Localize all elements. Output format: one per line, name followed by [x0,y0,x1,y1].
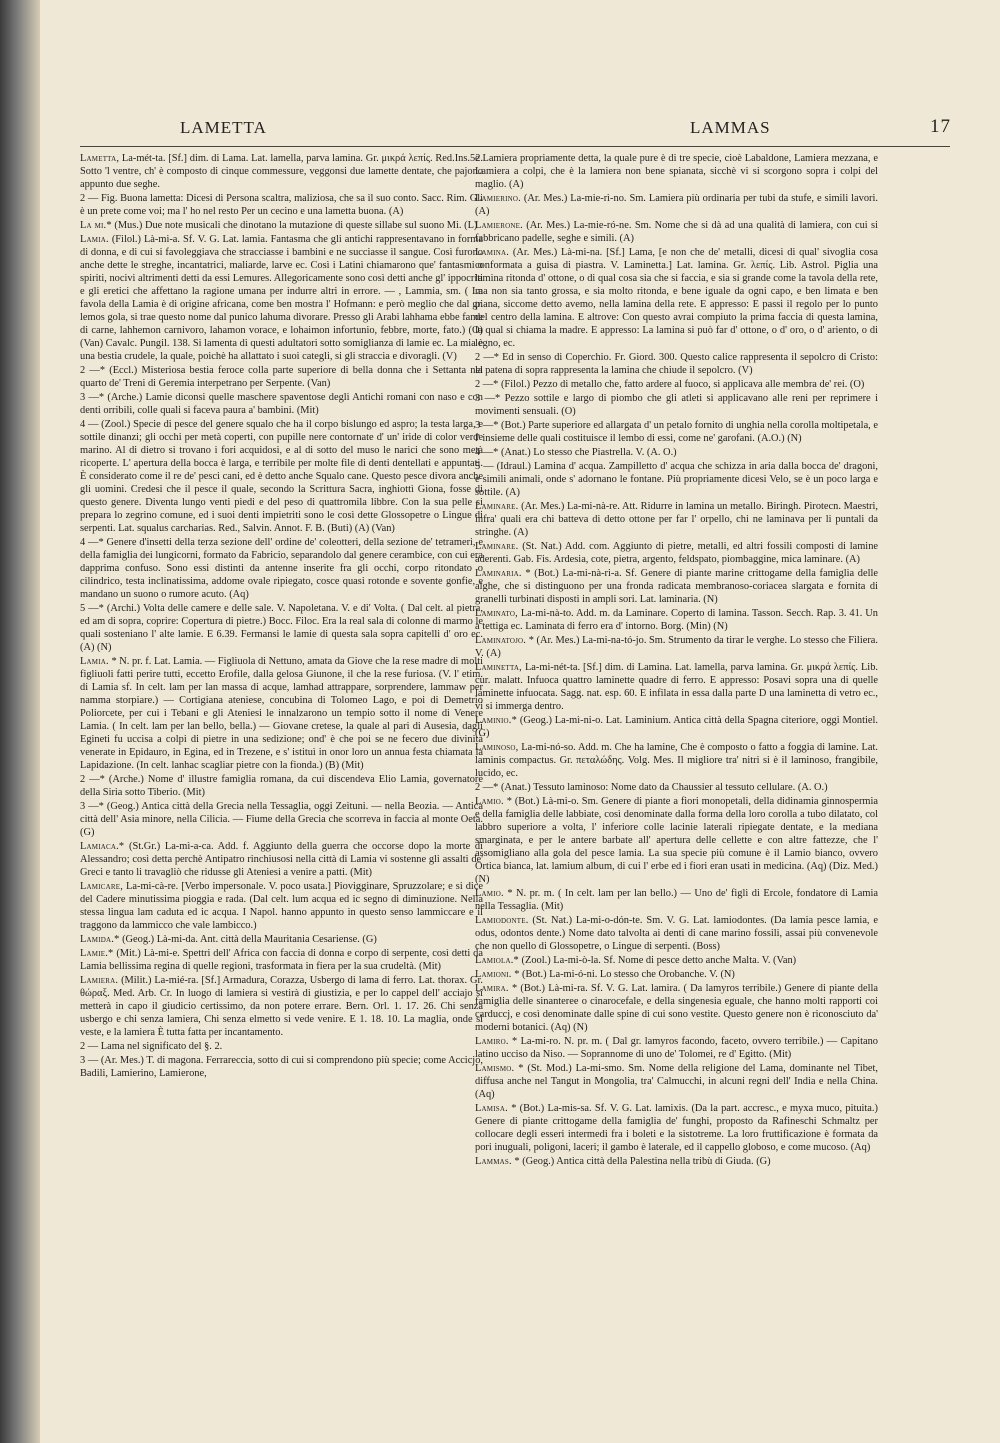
dictionary-entry [80,800,483,839]
entry-text: 3 —* (Geog.) Antica città della Grecia nella Tessaglia, oggi Zeituni. — nella Beozia. — Antica città dell' Asia minore, nella Cilicia. — Fiume della Grecia che scorreva in faccia al monte Oeta. (G) [80,801,483,838]
dictionary-entry [475,392,878,418]
entry-headword: Lamicare, [80,881,124,892]
dictionary-entry [475,246,878,350]
entry-text: * (Bot.) La-mis-sa. Sf. V. G. Lat. lamixis. (Da la part. accresc., e myxa muco, pituita.) Genere di piante crittogame della famiglia de' funghi, proposto da Rafineschi Schmaltz per collocare degli esseri intermedi fra i boleti e la sistotreme. La loro fruttificazione è formata da pori inuguali, poligoni, laceri; il gambo è laterale, ed il cappello globoso, e come mucoso. (Aq) [475,1103,878,1153]
entry-text: * N. pr. m. ( In celt. lam per lan bello.) — Uno de' figli di Ercole, fondatore di Lamia nella Tessaglia. (Mit) [475,888,878,912]
entry-text: 4 —* Genere d'insetti della terza sezione dell' ordine de' coleotteri, della sezione de' tetrameri, e della famiglia dei lungicorni, formato da Fabricio, separandolo dal genere cerambice, con cui era dapprima confuso. Sono essi distinti da antenne inserite fra gli occhi, corpo ritondato o cilindrico, testa inclinatissima, addome ovale ripiegato, cosce quasi rotonde e sovente gonfie, e mandano un suono o rumore acuto. (Aq) [80,537,483,600]
dictionary-entry [475,152,878,191]
dictionary-entry [475,1062,878,1101]
dictionary-entry [80,773,483,799]
entry-headword: Lamie.* [80,948,114,959]
entry-text: 3 —* (Bot.) Parte superiore ed allargata d' un petalo fornito di unghia nella corolla moltipetala, e l' insieme delle quali costituisce il lembo di essi, come ne' garofani. (A.O.) (N) [475,420,878,444]
dictionary-entry [475,795,878,886]
dictionary-entry [80,391,483,417]
entry-text: (Geog.) Là-mi-da. Ant. città della Mauritania Cesariense. (G) [122,934,377,945]
dictionary-entry [80,192,483,218]
entry-text: 5 — (Idraul.) Lamina d' acqua. Zampilletto d' acqua che schizza in aria dalla bocca de' dragoni, e simili animali, onde s' adornano le fontane. Più propriamente dicesi Velo, se è un poco larga e sottile. (A) [475,461,878,498]
entry-headword: Lamiera. [80,975,119,986]
dictionary-entry [475,378,878,391]
entry-text: * (Bot.) Là-mi-ra. Sf. V. G. Lat. lamira. ( Da lamyros terribile.) Genere di piante della famiglia delle sinanteree o cinarocefale, e della singenesia eguale, che hanno molti rapporti coi carduccj, e così denominate dalle spine di cui sono vestite. Questo genere non è riconosciuto da' moderni botanici. (Aq) (N) [475,983,878,1033]
dictionary-entry [475,982,878,1034]
entry-text: 4 — (Zool.) Specie di pesce del genere squalo che ha il corpo bislungo ed aspro; la testa larga, e sottile dinanzi; gli occhi per metà coperti, con pupille nere contornate d' un' iride di color verde marino. Al di dietro si trovano i fori acquidosi, e al di sotto del muso le narici che sono metà ricoperte. L' apertura della bocca è larga, e terribile per molte file di denti dentellati e appuntati. È considerato come il re de' pesci cani, ed è detto anche Squalo cane. Questo pesce divora anche gli uomini. Credesi che il pesce il quale, secondo la Scrittura Sacra, inghiottì Giona, fosse di questo genere. Diventa lungo venti piedi e del peso di quattromila libbre. Con la sua pelle si prepara lo zegrino comune, ed i suoi denti impietriti sono le così dette Glossopetre o Lingue di serpenti. Lat. squalus carcharias. Red., Salvin. Annot. F. B. (Buti) (A) (Van) [80,419,483,534]
dictionary-entry [475,1102,878,1154]
dictionary-entry [475,607,878,633]
entry-text: (Mit.) Là-mi-e. Spettri dell' Africa con faccia di donna e corpo di serpente, così detti da Lamia bellissima regina di quelle regioni, trasformata in fiera per la sua crudeltà. (Mit) [80,948,483,972]
entry-headword: Lamierone. [475,220,523,231]
dictionary-entry [475,500,878,539]
book-gutter [0,0,40,1443]
dictionary-entry [475,741,878,780]
dictionary-entry [475,661,878,713]
entry-headword: Lamio. [475,888,504,899]
page-number: 17 [930,116,951,137]
dictionary-entry [80,219,483,232]
dictionary-entry [80,364,483,390]
dictionary-entry [80,947,483,973]
dictionary-entry [80,933,483,946]
entry-headword: Lamio. [475,796,504,807]
dictionary-entry [475,567,878,606]
right-column [475,152,878,1392]
entry-headword: Lamiodonte. [475,915,529,926]
entry-text: (Milit.) La-mié-ra. [Sf.] Armadura, Corazza, Usbergo di lama di ferro. Lat. thorax. Gr. θώραξ. Med. Arb. Cr. In luogo di lamiera si vestirà di giustizia, e per lo cappel dell' acciajo si metterà in capo il giudicio certissimo, da non potere errare. Bern. Orl. 1. 17. 26. Chi senza usbergo e chi senza lamiera, Chi senza elmetto si vede venire. E 1. 18. 10. La maglia, onde si veste, e la lamiera È tutta fatta per incantamento. [80,975,483,1038]
dictionary-entry [475,968,878,981]
entry-text: 2 —* Ed in senso di Coperchio. Fr. Giord. 300. Questo calice rappresenta il sepolcro di Cristo: la patena di sopra rappresenta la lamina che chiude il sepolcro. (V) [475,352,878,376]
entry-headword: Lamiro. [475,1036,509,1047]
entry-headword: Lamira. [475,983,509,994]
entry-headword: Lamisa. [475,1103,508,1114]
running-head-right: LAMMAS [690,118,771,137]
dictionary-entry [475,914,878,953]
entry-headword: Lamia. [80,656,109,667]
entry-headword: Laminio.* [475,715,517,726]
dictionary-entry [80,1040,483,1053]
dictionary-entry [475,460,878,499]
left-column [80,152,483,1392]
dictionary-entry [80,152,483,191]
dictionary-entry [475,1155,878,1168]
entry-text: (St. Nat.) Add. com. Aggiunto di pietre, metalli, ed altri fossili composti di lamine aderenti. Gab. Fis. Ardesia, cote, pietra, argento, feldspato, piombaggine, mica laminare. (A) [475,541,878,565]
entry-headword: Lamida.* [80,934,120,945]
entry-text: * (Bot.) La-mi-ó-ni. Lo stesso che Orobanche. V. (N) [514,969,735,980]
entry-headword: Lametta, [80,153,120,164]
entry-text: 3 — (Ar. Mes.) T. di magona. Ferrareccia, sotto di cui si comprendono più specie; come Accicjo, Badili, Lamierino, Lamierone, [80,1055,483,1079]
entry-text: * (Geog.) Antica città della Palestina nella tribù di Giuda. (G) [514,1156,771,1167]
entry-headword: Lamiola.* [475,955,519,966]
entry-text: * La-mi-ro. N. pr. m. ( Dal gr. lamyros facondo, faceto, ovvero terribile.) — Capitano latino ucciso da Niso. — Soprannome di uno de' Tolomei, re d' Egitto. (Mit) [475,1036,878,1060]
entry-text: * (St. Mod.) La-mi-smo. Sm. Nome della religione del Lama, dominante nel Tibet, diffusa anche nel Tangut in Mongolia, tra' Calmucchi, in alcuni regni dell' India e nella China. (Aq) [475,1063,878,1100]
entry-headword: Laminato, [475,608,518,619]
entry-text: 2 —* (Arche.) Nome d' illustre famiglia romana, da cui discendeva Elio Lamia, governatore della Siria sotto Tiberio. (Mit) [80,774,483,798]
entry-headword: Lamioni. [475,969,512,980]
entry-text: 2 —* (Anat.) Tessuto laminoso: Nome dato da Chaussier al tessuto cellulare. (A. O.) [475,782,828,793]
dictionary-entry [475,419,878,445]
entry-text: * N. pr. f. Lat. Lamia. — Figliuola di Nettuno, amata da Giove che la rese madre di molti figliuoli fatti perire tutti, eccetto Erofile, dalla gelosa Giunone, il che la rese furiosa. (V. l' etim. di Lamia sf. In celt. lam per lan massa di acque, lamhad attrappare, sorprendere, lammaw per namma storpiare.) — Cortigiana ateniese, concubina di Tolomeo Lago, e poi di Demetrio Poliorcete, per cui i Tebani e gli Ateniesi le innalzarono un tempio sotto il nome di Venere Lamia. ( In celt. lam per lan bello, bella.) — Giovane cretese, la quale al pari di Ausesia, dagli Egineti fu uccisa a colpi di pietre in una sedizione; ond' è che poi se ne fecero due divinità venerate in Epidauro, in Egina, ed in Trezene, e s' istituì in onor loro un annua festa chiamata la Lapidazione. (In celt. lanhac scagliar pietre con la fionda.) (B) (Mit) [80,656,483,771]
entry-text: (Ar. Mes.) La-mie-rì-no. Sm. Lamiera più ordinaria per tubi da stufe, e simili lavori. (A) [475,193,878,217]
entry-text: 2 — Fig. Buona lametta: Dicesi di Persona scaltra, maliziosa, che sa il suo conto. Sacc. Rim. Gli è un prete come voi; ma l' ho nel resto Per un cecino e una lametta buona. (A) [80,193,483,217]
entry-headword: Laminare. [475,541,519,552]
entry-text: 5 —* (Archi.) Volta delle camere e delle sale. V. Napoletana. V. e di' Volta. ( Dal celt. al pietra, ed am di sopra, coprire: Copertura di pietre.) Bocc. Filoc. Era la real sala di colonne di marmo le quali sosteniano l' alte lamie. E 6.39. Fermansi le lamie di questa sala sopra capitelli d' oro ec. (A) (N) [80,603,483,653]
entry-text: (Geog.) La-mì-ni-o. Lat. Laminium. Antica città della Spagna citeriore, oggi Montiel. (G) [475,715,878,739]
dictionary-entry [475,446,878,459]
entry-text: (Ar. Mes.) Là-mi-na. [Sf.] Lama, [e non che de' metalli, dicesi di qual' sivoglia cosa conformata a guisa di piastra. V. Laminetta.] Lat. lamina. Gr. λεπίς. Lib. Astrol. Piglia una lamina ritonda d' ottone, o di qual cosa sia che si faccia, e sia si grande come la tavola della rete, ma non sia tanto grossa, e sia molto ritonda, e bene iguale da ogni capo, e ben limata e ben piana, siccome detto avemo, nella lamina della rete. E appresso: E passi il regolo per lo punto del centro della lamina. E altrove: Con questo avrai compiuto la prima faccia di questa lamina, la qual si chiama la madre. E appresso: La lamina si può far d' ottone, o d' oro, o d' ariento, o di legno, ec. [475,247,878,349]
entry-text: (St.Gr.) La-mì-a-ca. Add. f. Aggiunto della guerra che occorse dopo la morte di Alessandro; così detta perchè Antipatro rinchiusosi nella città di Lamia vi sostenne gli assalti de' Greci e tanto li travagliò che ridusse gli Ateniesi a venire a patti. (Mit) [80,841,483,878]
dictionary-entry [475,1035,878,1061]
dictionary-entry [80,418,483,535]
entry-headword: La mi.* [80,220,112,231]
entry-text: La-mi-nó-so. Add. m. Che ha lamine, Che è composto o fatto a foggia di lamine. Lat. laminis compactus. Gr. πεταλώδης. Volg. Mes. Il migliore tra' nitri si è il laminoso, frangibile, lucido, ec. [475,742,878,779]
entry-text: La-mét-ta. [Sf.] dim. di Lama. Lat. lamella, parva lamina. Gr. μικρά λεπίς. Red.Ins.52. Sotto 'l ventre, ch' è composto di cinque commessure, veggonsi due lamette dentate, che pajono appunto due seghe. [80,153,483,190]
entry-text: 3 —* Pezzo sottile e largo di piombo che gli atleti si applicavano alle reni per reprimere i movimenti sensuali. (O) [475,393,878,417]
dictionary-entry [475,219,878,245]
entry-text: 2 —* (Filol.) Pezzo di metallo che, fatto ardere al fuoco, si applicava alle membra de' rei. (O) [475,379,865,390]
entry-text: * (Bot.) Là-mi-o. Sm. Genere di piante a fiori monopetali, della didinamia ginnospermia e della famiglia delle labbiate, così denominate dalla forma della loro corolla a tubo dilatato, col labbro superiore a volta, l' inferiore colle lacinie laterali ripiegate dentate, e la mediana smarginata, e per le antere barbate all' apertura delle cellette e con altre fattezze, che l' assomigliano alla gola del pesce lamia. La sua specie più comune è il Lamio bianco, ovvero Ortica bianca, lat. lamium album, di cui l' erbe ed i fiori eran usati in medicina. (Aq) (Diz. Med.) (N) [475,796,878,885]
dictionary-entry [80,974,483,1039]
running-head-left: LAMETTA [180,118,267,137]
entry-text: 3 —* (Arche.) Lamie diconsi quelle maschere spaventose degli Antichi romani con naso e con denti orribili, colle quali si faceva paura a' bambini. (Mit) [80,392,483,416]
dictionary-entry [475,714,878,740]
dictionary-entry [475,351,878,377]
dictionary-entry [475,954,878,967]
entry-headword: Lamiaca.* [80,841,125,852]
entry-text: (St. Nat.) La-mi-o-dón-te. Sm. V. G. Lat. lamiodontes. (Da lamia pesce lamia, e odus, odontos dente.) Nome dato talvolta ai denti di cane marino fossili, assai più convenevole che non quello di Glossopetre, o Lingue di serpenti. (Boss) [475,915,878,952]
entry-headword: Lamismo. [475,1063,515,1074]
entry-text: La-mi-nà-to. Add. m. da Laminare. Coperto di lamina. Tasson. Secch. Rap. 3. 41. Un a tettiga ec. Laminata di ferro era d' intorno. Borg. (Min) (N) [475,608,878,632]
entry-text: La-mi-cà-re. [Verbo impersonale. V. poco usata.] Piovigginare, Spruzzolare; e si dice del Cadere minutissima pioggia e rada. (Dal celt. lum acqua ed ic segno di diminuzione. Nella stessa lingua lam caduta ed ic acqua. I Napol. hanno appunto in questo senso lammiccare e il traggono da lammicco che vale lambicco.) [80,881,483,931]
entry-text: (Mus.) Due note musicali che dinotano la mutazione di queste sillabe sul suono Mi. (L) [114,220,478,231]
entry-text: La-mi-nét-ta. [Sf.] dim. di Lamina. Lat. lamella, parva lamina. Gr. μικρά λεπίς. Lib. cur. malatt. Infuoca quattro laminette quadre di ferro. E appresso: Posavi sopra una di quelle laminette infuocata. Sagg. nat. esp. 60. E infilata in essa dalla parte D una laminetta di vetro ec., vi si immerga dentro. [475,662,878,712]
entry-text: 2 — Lama nel significato del §. 2. [80,1041,223,1052]
entry-text: 2 —* (Eccl.) Misteriosa bestia feroce colla parte superiore di bella donna che i Settanta nel quarto de' Treni di Geremia interpetrano per Serpente. (Van) [80,365,483,389]
entry-text: (Ar. Mes.) La-mie-ró-ne. Sm. Nome che si dà ad una qualità di lamiera, con cui si fabbricano padelle, seghe e simili. (A) [475,220,878,244]
entry-text: e Lamiera propriamente detta, la quale pure è di tre specie, cioè Labaldone, Lamiera mezzana, e Lamiera a colpi, che è la lamiera non bene spianata, sicchè vi si scorgono sopra i colpi del maglio. (A) [475,153,878,190]
entry-headword: Laminetta, [475,662,522,673]
dictionary-entry [80,840,483,879]
dictionary-entry [475,887,878,913]
entry-text: * (Bot.) La-mi-nà-ri-a. Sf. Genere di piante marine crittogame della famiglia delle alghe, che si distinguono per una fronda radicata membranoso-coriacea slargata e fornita di granelli turbinati disposti in ampli sori. Lat. laminaria. (N) [475,568,878,605]
dictionary-entry [475,781,878,794]
dictionary-entry [475,540,878,566]
entry-headword: Lamia. [80,234,109,245]
entry-text: (Zool.) La-mi-ò-la. Sf. Nome di pesce detto anche Malta. V. (Van) [521,955,797,966]
dictionary-entry [80,602,483,654]
entry-headword: Laminaria. [475,568,522,579]
dictionary-entry [80,655,483,772]
dictionary-entry [475,192,878,218]
dictionary-entry [80,233,483,363]
header-rule [80,146,950,147]
entry-text: * (Ar. Mes.) La-mi-na-tó-jo. Sm. Strumento da tirar le verghe. Lo stesso che Filiera. V. (A) [475,635,878,659]
entry-text: 4 —* (Anat.) Lo stesso che Piastrella. V. (A. O.) [475,447,677,458]
entry-text: (Filol.) Là-mi-a. Sf. V. G. Lat. lamia. Fantasma che gli antichi rappresentavano in forma di donna, e di cui si favoleggiava che stracciasse i bambini e ne succiasse il sangue. Così furono anche dette le streghe, incantatrici, maliarde, larve ec. Così i Latini chiamarono que' fantasmi o spiriti, nocivi altrimenti detti da essi Lemures. Allegoricamente sono così detti anche gl' ippocriti e gli eretici che affettano la ragione umana per indurre altri in errore. — , Lammia, sm. ( La favola della Lamia è di origine africana, come ben mostra l' Hofmann: e però meglio che dal gr. lemos gola, si trae questo nome dal punico lahuma divorare. Presso gli Arabi lahhama ebbe fame di carne, lahhemon carnivoro, lahamon vorace, e lohaimon infortunio, febbre, morte, fato.) (O) (Van) Cavalc. Pungil. 138. Si lamenta di questi adultatori sotto somiglianza di lamie ec. La mia è una bestia crudele, la quale, poichè ha allattato i suoi categli, si gli straccia e divoragli. (V) [80,234,483,362]
entry-headword: Lammas. [475,1156,512,1167]
dictionary-entry [80,536,483,601]
entry-headword: Laminare. [475,501,519,512]
entry-text: (Ar. Mes.) La-mi-nà-re. Att. Ridurre in lamina un metallo. Biringh. Pirotecn. Maestri, infra' quali era chi batteva di detto ottone per far l' orpello, chi ne laminava per li puntali da stringhe. (A) [475,501,878,538]
entry-headword: Lamina. [475,247,510,258]
entry-headword: Laminatojo. [475,635,527,646]
entry-headword: Laminoso, [475,742,519,753]
dictionary-entry [80,1054,483,1080]
dictionary-entry [475,634,878,660]
dictionary-entry [80,880,483,932]
entry-headword: Lamierino. [475,193,521,204]
